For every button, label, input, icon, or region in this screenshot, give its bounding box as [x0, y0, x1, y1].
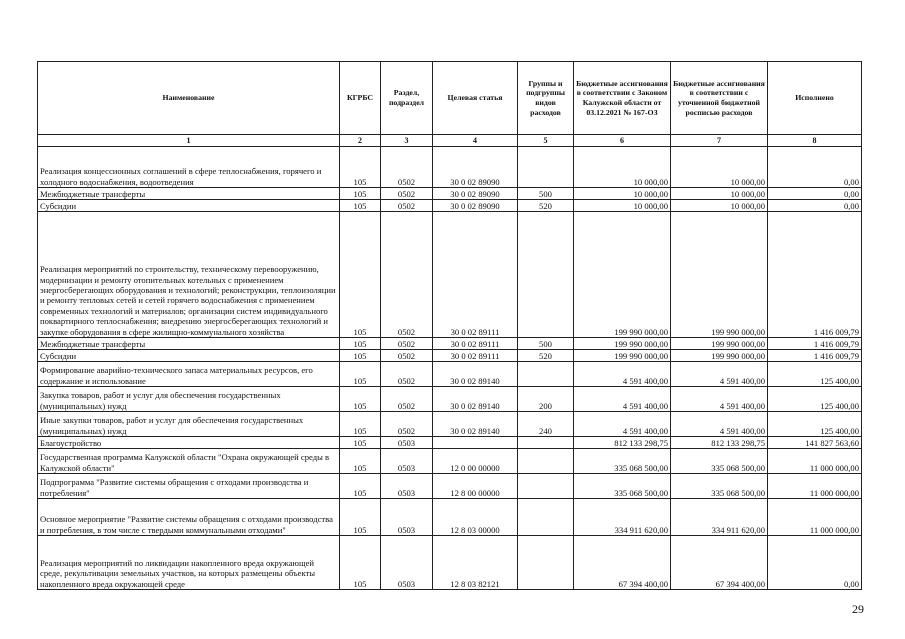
cell-target: 30 0 02 89111 — [433, 350, 518, 362]
cell-budget-refined: 4 591 400,00 — [671, 362, 768, 387]
cell-section: 0502 — [381, 200, 433, 212]
cell-kgrbs: 105 — [340, 387, 381, 412]
column-number: 7 — [671, 135, 768, 147]
table-row — [38, 536, 862, 590]
cell-target: 30 0 02 89090 — [433, 147, 518, 188]
cell-section: 0503 — [381, 536, 433, 590]
cell-name: Субсидии — [38, 350, 340, 362]
header-executed: Исполнено — [768, 62, 862, 135]
column-number: 4 — [433, 135, 518, 147]
cell-group — [518, 147, 574, 188]
header-budget-law: Бюджетные ассигнования в соответствии с Законом Калужской области от 03.12.2021 № 167-ОЗ — [574, 62, 671, 135]
table-row — [38, 449, 862, 474]
cell-budget-refined: 812 133 298,75 — [671, 437, 768, 449]
header-target: Целевая статья — [433, 62, 518, 135]
cell-name: Подпрограмма "Развитие системы обращения с отходами производства и потребления" — [38, 474, 340, 499]
column-number: 8 — [768, 135, 862, 147]
column-number: 6 — [574, 135, 671, 147]
cell-group: 520 — [518, 350, 574, 362]
cell-group: 200 — [518, 387, 574, 412]
cell-budget-law: 812 133 298,75 — [574, 437, 671, 449]
cell-section: 0503 — [381, 449, 433, 474]
cell-budget-refined: 199 990 000,00 — [671, 350, 768, 362]
cell-budget-refined: 335 068 500,00 — [671, 474, 768, 499]
cell-budget-law: 10 000,00 — [574, 188, 671, 200]
cell-section: 0502 — [381, 338, 433, 350]
cell-kgrbs: 105 — [340, 536, 381, 590]
cell-budget-law: 334 911 620,00 — [574, 499, 671, 536]
cell-name: Закупка товаров, работ и услуг для обеспечения государственных (муниципальных) нужд — [38, 387, 340, 412]
cell-group: 520 — [518, 200, 574, 212]
cell-budget-refined: 199 990 000,00 — [671, 212, 768, 338]
cell-budget-law: 67 394 400,00 — [574, 536, 671, 590]
column-number: 5 — [518, 135, 574, 147]
cell-budget-refined: 199 990 000,00 — [671, 338, 768, 350]
cell-group: 500 — [518, 188, 574, 200]
cell-executed: 1 416 009,79 — [768, 212, 862, 338]
cell-target — [433, 437, 518, 449]
cell-section: 0502 — [381, 387, 433, 412]
cell-kgrbs: 105 — [340, 350, 381, 362]
cell-executed: 141 827 563,60 — [768, 437, 862, 449]
table-row — [38, 212, 862, 338]
cell-budget-law: 199 990 000,00 — [574, 350, 671, 362]
cell-name: Благоустройство — [38, 437, 340, 449]
cell-executed: 125 400,00 — [768, 362, 862, 387]
cell-budget-law: 335 068 500,00 — [574, 474, 671, 499]
cell-kgrbs: 105 — [340, 200, 381, 212]
table-body — [38, 147, 862, 590]
cell-name: Основное мероприятие "Развитие системы обращения с отходами производства и потребления, в том числе с твердыми коммунальными отходами" — [38, 499, 340, 536]
cell-section: 0502 — [381, 412, 433, 437]
cell-budget-refined: 10 000,00 — [671, 147, 768, 188]
cell-kgrbs: 105 — [340, 147, 381, 188]
cell-section: 0503 — [381, 474, 433, 499]
cell-kgrbs: 105 — [340, 412, 381, 437]
cell-budget-law: 4 591 400,00 — [574, 412, 671, 437]
cell-section: 0502 — [381, 362, 433, 387]
cell-section: 0502 — [381, 188, 433, 200]
cell-name: Формирование аварийно-технического запаса материальных ресурсов, его содержание и использование — [38, 362, 340, 387]
table-row — [38, 147, 862, 188]
header-kgrbs: КГРБС — [340, 62, 381, 135]
table-row — [38, 188, 862, 200]
cell-group — [518, 449, 574, 474]
cell-kgrbs: 105 — [340, 474, 381, 499]
cell-name: Межбюджетные трансферты — [38, 188, 340, 200]
cell-budget-law: 10 000,00 — [574, 200, 671, 212]
table-row — [38, 200, 862, 212]
cell-group: 240 — [518, 412, 574, 437]
cell-executed: 0,00 — [768, 147, 862, 188]
cell-name: Межбюджетные трансферты — [38, 338, 340, 350]
cell-budget-law: 4 591 400,00 — [574, 362, 671, 387]
cell-group — [518, 499, 574, 536]
cell-target: 30 0 02 89140 — [433, 387, 518, 412]
cell-target: 12 0 00 00000 — [433, 449, 518, 474]
cell-budget-refined: 10 000,00 — [671, 200, 768, 212]
cell-section: 0502 — [381, 350, 433, 362]
cell-budget-refined: 335 068 500,00 — [671, 449, 768, 474]
table-row — [38, 387, 862, 412]
header-section: Раздел, подраздел — [381, 62, 433, 135]
cell-target: 30 0 02 89140 — [433, 412, 518, 437]
cell-kgrbs: 105 — [340, 499, 381, 536]
cell-budget-law: 10 000,00 — [574, 147, 671, 188]
cell-target: 30 0 02 89140 — [433, 362, 518, 387]
table-row — [38, 338, 862, 350]
cell-budget-refined: 334 911 620,00 — [671, 499, 768, 536]
cell-group — [518, 474, 574, 499]
cell-section: 0503 — [381, 437, 433, 449]
header-name: Наименование — [38, 62, 340, 135]
cell-budget-law: 199 990 000,00 — [574, 212, 671, 338]
header-groups: Группы и подгруппы видов расходов — [518, 62, 574, 135]
cell-budget-law: 335 068 500,00 — [574, 449, 671, 474]
cell-kgrbs: 105 — [340, 188, 381, 200]
cell-target: 30 0 02 89111 — [433, 212, 518, 338]
cell-target: 12 8 00 00000 — [433, 474, 518, 499]
cell-budget-refined: 4 591 400,00 — [671, 412, 768, 437]
column-number: 1 — [38, 135, 340, 147]
column-number: 3 — [381, 135, 433, 147]
cell-kgrbs: 105 — [340, 449, 381, 474]
header-budget-refined: Бюджетные ассигнования в соответствии с уточненной бюджетной росписью расходов — [671, 62, 768, 135]
cell-group — [518, 212, 574, 338]
column-number-row — [38, 135, 862, 147]
header-row — [38, 62, 862, 135]
table-row — [38, 437, 862, 449]
cell-executed: 1 416 009,79 — [768, 350, 862, 362]
cell-name: Государственная программа Калужской области "Охрана окружающей среды в Калужской области" — [38, 449, 340, 474]
table-row — [38, 350, 862, 362]
cell-executed: 11 000 000,00 — [768, 474, 862, 499]
cell-kgrbs: 105 — [340, 212, 381, 338]
cell-name: Реализация концессионных соглашений в сфере теплоснабжения, горячего и холодного водоснабжения, водоотведения — [38, 147, 340, 188]
column-number: 2 — [340, 135, 381, 147]
cell-executed: 11 000 000,00 — [768, 449, 862, 474]
cell-executed: 125 400,00 — [768, 387, 862, 412]
cell-budget-refined: 10 000,00 — [671, 188, 768, 200]
table-row — [38, 362, 862, 387]
cell-name: Иные закупки товаров, работ и услуг для обеспечения государственных (муниципальных) нужд — [38, 412, 340, 437]
cell-group — [518, 536, 574, 590]
cell-budget-refined: 67 394 400,00 — [671, 536, 768, 590]
cell-section: 0502 — [381, 212, 433, 338]
cell-target: 30 0 02 89111 — [433, 338, 518, 350]
table-row — [38, 412, 862, 437]
table-row — [38, 499, 862, 536]
cell-executed: 1 416 009,79 — [768, 338, 862, 350]
cell-kgrbs: 105 — [340, 338, 381, 350]
table-row — [38, 474, 862, 499]
cell-target: 12 8 03 82121 — [433, 536, 518, 590]
cell-group — [518, 437, 574, 449]
cell-kgrbs: 105 — [340, 362, 381, 387]
cell-budget-refined: 4 591 400,00 — [671, 387, 768, 412]
cell-executed: 11 000 000,00 — [768, 499, 862, 536]
cell-target: 12 8 03 00000 — [433, 499, 518, 536]
cell-executed: 0,00 — [768, 200, 862, 212]
cell-budget-law: 199 990 000,00 — [574, 338, 671, 350]
cell-executed: 125 400,00 — [768, 412, 862, 437]
page-number: 29 — [852, 602, 864, 616]
cell-target: 30 0 02 89090 — [433, 200, 518, 212]
cell-name: Субсидии — [38, 200, 340, 212]
cell-executed: 0,00 — [768, 536, 862, 590]
cell-group: 500 — [518, 338, 574, 350]
budget-execution-table — [37, 61, 862, 590]
cell-name: Реализация мероприятий по ликвидации накопленного вреда окружающей среде, рекультивации земельных участков, на которых размещены объекты накопленного вреда окружающей среде — [38, 536, 340, 590]
cell-budget-law: 4 591 400,00 — [574, 387, 671, 412]
cell-section: 0502 — [381, 147, 433, 188]
cell-executed: 0,00 — [768, 188, 862, 200]
cell-section: 0503 — [381, 499, 433, 536]
cell-name: Реализация мероприятий по строительству, техническому перевооружению, модернизации и ремонту отопительных котельных с применением энергосберегающих оборудования и технологий; реконструкции, теплоизоляции и ремонту тепловых сетей и сетей горячего водоснабжения с применением современных технологий и материалов; организации систем индивидуального поквартирного теплоснабжения; внедрению энергосберегающих технологий и закупке оборудования в сфере жилищно-коммунального хозяйства — [38, 212, 340, 338]
cell-kgrbs: 105 — [340, 437, 381, 449]
cell-group — [518, 362, 574, 387]
cell-target: 30 0 02 89090 — [433, 188, 518, 200]
